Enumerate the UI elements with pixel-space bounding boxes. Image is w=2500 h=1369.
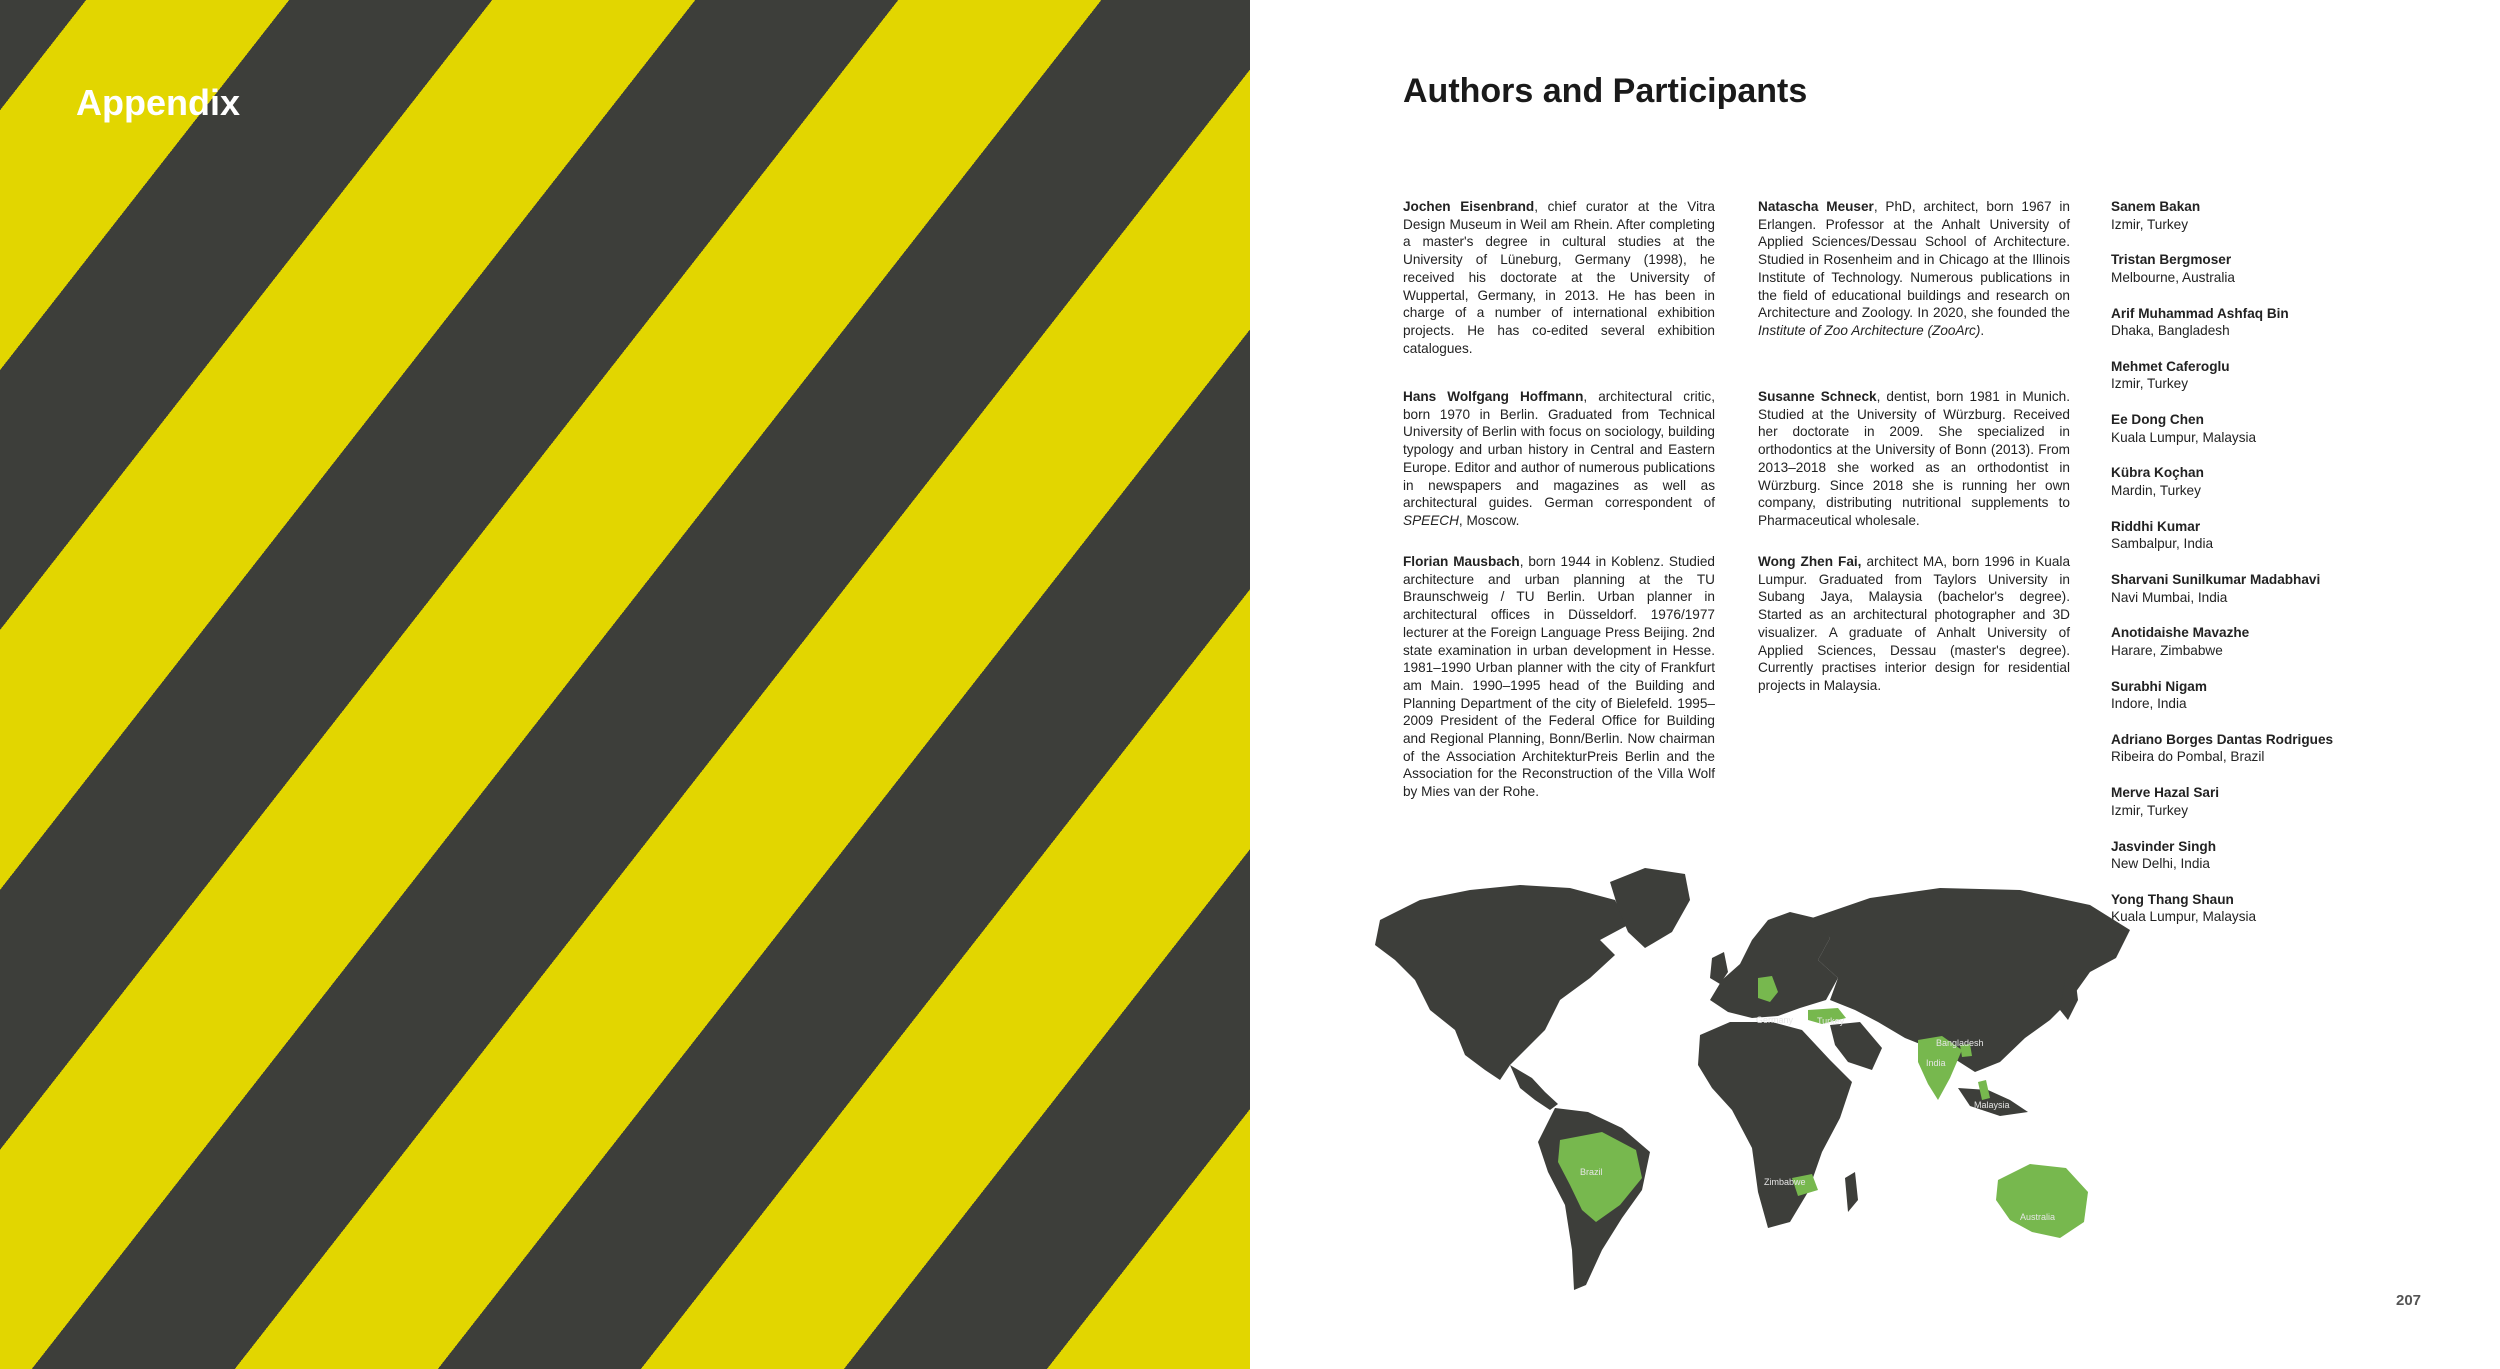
participant-name: Mehmet Caferoglu — [2111, 358, 2230, 374]
participant-location: Kuala Lumpur, Malaysia — [2111, 429, 2257, 445]
participant-entry — [2111, 518, 2441, 571]
participant-entry — [2111, 571, 2441, 624]
page-number: 207 — [2396, 1292, 2422, 1309]
participant-location: Izmir, Turkey — [2111, 216, 2189, 232]
participant-location: Sambalpur, India — [2111, 536, 2214, 552]
participant-name: Merve Hazal Sari — [2111, 785, 2220, 801]
participant-location: Ribeira do Pombal, Brazil — [2111, 749, 2265, 765]
participant-name: Surabhi Nigam — [2111, 678, 2207, 694]
bio-text: , born 1944 in Koblenz. Studied architecture and urban planning at the TU Braunschweig / TU Berlin. Urban planner in architectural offices in Düsseldorf. 1976/1977 lecturer at the Foreign Language Press Beijing. 2nd state examination in urban development in Hesse. 1981–1990 Urban planner with the city of Frankfurt am Main. 1990–1995 head of the Building and Planning Department of the city of Bielefeld. 1995–2009 President of the Federal Office for Building and Regional Planning, Bonn/Berlin. Now chairman of the Association ArchitekturPreis Berlin and the Association for the Reconstruction of the Villa Wolf by Mies van der Rohe. — [1403, 554, 1715, 800]
australia-shape — [1996, 1164, 2088, 1238]
participant-entry — [2111, 891, 2441, 944]
bio-name: Florian Mausbach — [1403, 554, 1520, 569]
bio-paragraph — [1403, 553, 1715, 801]
participant-name: Sharvani Sunilkumar Madabhavi — [2111, 572, 2321, 588]
map-label: India — [1926, 1058, 1946, 1068]
participant-entry — [2111, 678, 2441, 731]
bio-name: Hans Wolfgang Hoffmann — [1403, 389, 1584, 404]
bio-paragraph — [1758, 553, 2070, 695]
map-label: Bangladesh — [1936, 1038, 1984, 1048]
participant-name: Jasvinder Singh — [2111, 838, 2217, 854]
world-map — [1360, 860, 2140, 1300]
participant-name: Riddhi Kumar — [2111, 518, 2201, 534]
participant-entry — [2111, 731, 2441, 784]
participant-name: Ee Dong Chen — [2111, 412, 2204, 428]
map-label: Brazil — [1580, 1167, 1603, 1177]
participant-location: Harare, Zimbabwe — [2111, 642, 2223, 658]
participant-location: Dhaka, Bangladesh — [2111, 323, 2230, 339]
participant-entry — [2111, 464, 2441, 517]
participant-location: New Delhi, India — [2111, 856, 2210, 872]
participant-name: Yong Thang Shaun — [2111, 891, 2234, 907]
map-label: Malaysia — [1974, 1100, 2010, 1110]
participant-location: Izmir, Turkey — [2111, 802, 2189, 818]
bio-name: Wong Zhen Fai, — [1758, 554, 1862, 569]
participant-entry — [2111, 358, 2441, 411]
participant-entry — [2111, 784, 2441, 837]
bio-paragraph — [1758, 388, 2070, 530]
participant-name: Adriano Borges Dantas Rodrigues — [2111, 731, 2334, 747]
bio-text: , chief curator at the Vitra Design Museum in Weil am Rhein. After completing a master's degree in cultural studies at the University of Lüneburg, Germany (1998), he received his doctorate at the University of Wuppertal, Germany, in 2013. He has been in charge of a number of international exhibition projects. He has co-edited several exhibition catalogues. — [1403, 199, 1715, 356]
participant-entry — [2111, 411, 2441, 464]
participant-name: Anotidaishe Mavazhe — [2111, 625, 2250, 641]
bio-name: Natascha Meuser — [1758, 199, 1874, 214]
participant-entry — [2111, 305, 2441, 358]
map-label: Zimbabwe — [1764, 1177, 1806, 1187]
bio-text: , dentist, born 1981 in Munich. Studied at the University of Würzburg. Received her doctorate in 2009. She specialized in orthodontics at the University of Bonn (2013). From 2013–2018 she worked as an orthodontist in Würzburg. Since 2018 she is running her own company, distributing nutritional supplements to Pharmaceutical wholesale. — [1758, 389, 2070, 528]
participant-location: Indore, India — [2111, 696, 2187, 712]
bio-italic-text: SPEECH — [1403, 512, 1459, 528]
page-title: Authors and Participants — [1403, 72, 1808, 110]
participant-name: Sanem Bakan — [2111, 199, 2201, 214]
participants-list — [2111, 198, 2441, 944]
participant-name: Tristan Bergmoser — [2111, 252, 2232, 268]
participant-entry — [2111, 198, 2441, 251]
participant-location: Melbourne, Australia — [2111, 269, 2235, 285]
bio-italic-text: Institute of Zoo Architecture (ZooArc) — [1758, 322, 1981, 338]
participant-entry — [2111, 624, 2441, 677]
participant-location: Navi Mumbai, India — [2111, 589, 2228, 605]
participant-location: Mardin, Turkey — [2111, 482, 2201, 498]
bio-paragraph — [1403, 198, 1715, 357]
bio-text: architect MA, born 1996 in Kuala Lumpur. Graduated from Taylors University in Subang Jaya, Malaysia (bachelor's degree). Started as an architectural photographer and 3D visualizer. A graduate of Anhalt University of Applied Sciences, Dessau (master's degree). Currently practises interior design for residential projects in Malaysia. — [1758, 554, 2070, 693]
participant-location: Kuala Lumpur, Malaysia — [2111, 909, 2257, 925]
map-label: Germany — [1756, 1015, 1794, 1025]
bio-name: Susanne Schneck — [1758, 389, 1877, 404]
bio-text-tail: . — [1980, 322, 1985, 338]
bio-name: Jochen Eisenbrand — [1403, 199, 1535, 214]
map-label: Australia — [2020, 1212, 2056, 1222]
bio-paragraph — [1403, 388, 1715, 530]
appendix-title: Appendix — [76, 82, 241, 123]
map-landmass — [1375, 868, 2130, 1290]
bio-paragraph — [1758, 198, 2070, 340]
bio-text: , PhD, architect, born 1967 in Erlangen. Professor at the Anhalt University of Applied Sciences/Dessau School of Architecture. Studied in Rosenheim and in Chicago at the Illinois Institute of Technology. Numerous publications in the field of educational buildings and research on Architecture and Zoology. In 2020, she founded the — [1758, 199, 2070, 321]
map-label: Turkey — [1817, 1016, 1845, 1026]
participant-location: Izmir, Turkey — [2111, 376, 2189, 392]
participant-name: Arif Muhammad Ashfaq Bin — [2111, 305, 2289, 321]
bio-text: , architectural critic, born 1970 in Berlin. Graduated from Technical University of Berlin with focus on sociology, building typology and urban history in Central and Eastern Europe. Editor and author of numerous publications in newspapers and magazines as well as architectural guides. German correspondent of — [1403, 389, 1716, 511]
bio-text-tail: , Moscow. — [1458, 512, 1520, 528]
participant-entry — [2111, 838, 2441, 891]
participant-entry — [2111, 251, 2441, 304]
participant-name: Kübra Koçhan — [2111, 465, 2204, 481]
